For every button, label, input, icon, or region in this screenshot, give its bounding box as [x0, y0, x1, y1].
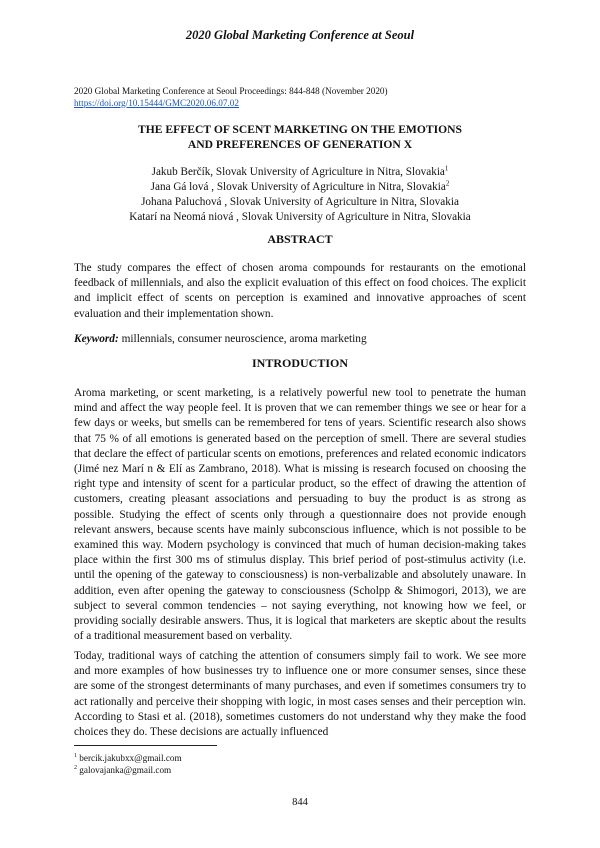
title-line-1: THE EFFECT OF SCENT MARKETING ON THE EMOTIONS	[138, 123, 462, 136]
author-footnote-mark: 2	[445, 179, 450, 188]
proceedings-info	[74, 86, 534, 109]
author-line: Katarí na Neomá niová , Slovak University of Agriculture in Nitra, Slovakia	[129, 211, 471, 223]
author-line: Johana Paluchová , Slovak University of Agriculture in Nitra, Slovakia	[141, 196, 459, 208]
author-line: Jakub Berčík, Slovak University of Agriculture in Nitra, Slovakia$^1$	[151, 164, 449, 178]
abstract-text: The study compares the effect of chosen aroma compounds for restaurants on the emotional feedback of millennials, and also the explicit evaluation of this effect on food choices. The explicit and implicit effect of scents on perception is examined and innovative approaches of scent evaluation and their implementation shown.	[74, 262, 526, 320]
footnote: $^1$ bercik.jakubxx@gmail.com	[74, 752, 182, 763]
running-head: 2020 Global Marketing Conference at Seoul	[185, 28, 415, 42]
paper-title	[60, 122, 540, 152]
doi-link[interactable]: https://doi.org/10.15444/GMC2020.06.07.02	[74, 97, 239, 108]
introduction-heading: INTRODUCTION	[251, 356, 348, 370]
title-line-2: AND PREFERENCES OF GENERATION X	[187, 138, 413, 151]
author-list	[60, 165, 540, 225]
page-number: 844	[292, 797, 308, 808]
keyword-label: Keyword:	[74, 333, 119, 345]
proceedings-citation: 2020 Global Marketing Conference at Seoul Proceedings: 844-848 (November 2020)	[74, 86, 388, 96]
keyword-text: millennials, consumer neuroscience, aroma marketing	[118, 333, 367, 345]
author-footnote-mark: 1	[444, 164, 449, 173]
intro-paragraph-1: Aroma marketing, or scent marketing, is a relatively powerful new tool to penetrate the human mind and affect the way people feel. It is proven that we can remember things we see or hear for a few days or weeks, but smells can be remembered for tens of years. Scientific research also shows that 75 % of all emotions is generated based on the perception of smell. There are several studies that declare the effect of particular scents on emotions, preferences and related economic indicators (Jimé nez Marí n & Elí as Zambrano, 2018). What is missing is research focused on choosing the right type and intensity of scent for a particular product, so the effect of drawing the attention of customers, creating pleasant associations and persuading to buy the product is as strong as possible. Studying the effect of scents only through a questionnaire does not provide enough relevant answers, because scents have mainly subconscious influence, which is not possible to be examined this way. Modern psychology is convinced that much of human decision-making takes place within the first 300 ms of stimulus display. This brief period of post-stimulus activity (i.e. until the opening of the gateway to consciousness) is non-verbalizable and absolutely unaware. In addition, even after opening the gateway to consciousness (Scholpp & Shimogori, 2013), we are subject to several common tendencies – not saying everything, not knowing how we feel, or providing socially desirable answers. Thus, it is logical that marketers are skeptic about the results of a traditional measurement based on verbality.	[74, 387, 526, 643]
author-line: Jana Gá lová , Slovak University of Agriculture in Nitra, Slovakia$^2$	[150, 179, 450, 193]
footnote: $^2$ galovajanka@gmail.com	[74, 764, 172, 775]
abstract-heading: ABSTRACT	[267, 232, 333, 246]
intro-paragraph-2: Today, traditional ways of catching the attention of consumers simply fail to work. We see more and more examples of how businesses try to influence one or more consumer senses, since these are some of the strongest determinants of many purchases, and even if sometimes consumers try to act rationally and perceive their shopping with logic, in most cases senses and their perception win. According to Stasi et al. (2018), sometimes customers do not understand why they make the food choices they do. These decisions are actually influenced	[74, 650, 526, 739]
keywords	[74, 332, 526, 347]
footnote-separator	[74, 745, 217, 746]
